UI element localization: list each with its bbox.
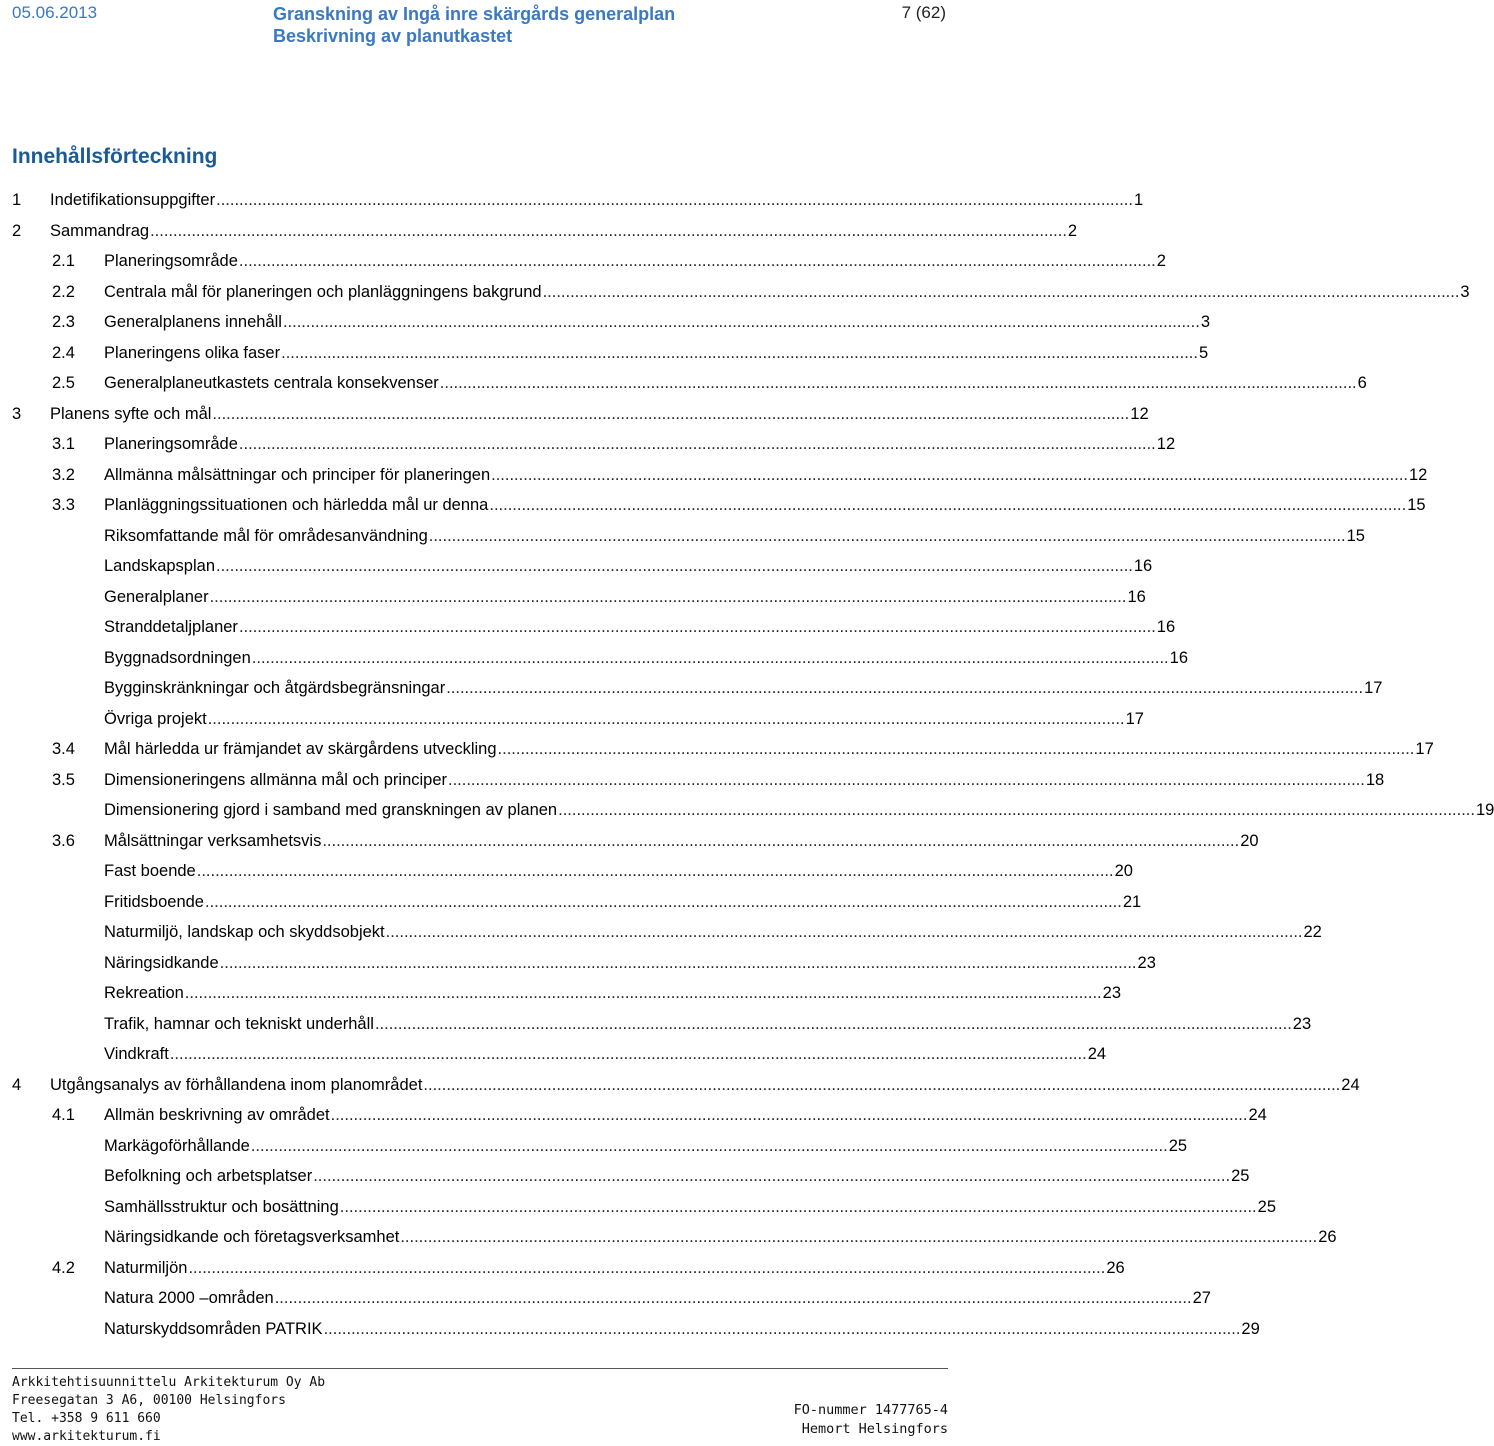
header-title-line2: Beskrivning av planutkastet [273, 26, 513, 46]
toc-entry-number: 3.5 [52, 770, 75, 789]
toc-entry-link[interactable] [50, 185, 1144, 216]
toc-entry-title: Allmänna målsättningar och principer för planeringen [104, 465, 491, 484]
toc-entry-page: 16 [1127, 587, 1146, 606]
toc-leader-dots: ........................................................................................................................................................................................................ [216, 191, 1133, 209]
toc-leader-dots: ........................................................................................................................................................................................................ [542, 282, 1460, 301]
table-of-contents [0, 185, 1494, 1344]
toc-entry-number: 2.4 [52, 343, 75, 362]
toc-entry-link[interactable] [104, 887, 1142, 918]
toc-leader-dots: ........................................................................................................................................................................................................ [169, 1045, 1087, 1063]
toc-entry[interactable] [0, 1100, 1267, 1131]
toc-entry[interactable] [0, 1283, 1211, 1314]
toc-leader-dots: ........................................................................................................................................................................................................ [196, 862, 1114, 880]
toc-leader-dots: ........................................................................................................................................................................................................ [491, 465, 1408, 484]
toc-entry-link[interactable] [104, 1131, 1188, 1162]
toc-entry-page: 5 [1198, 343, 1209, 362]
toc-entry-title: Markägoförhållande [104, 1136, 250, 1155]
toc-entry-title: Övriga projekt [104, 709, 207, 728]
toc-entry-page: 29 [1241, 1319, 1260, 1338]
toc-entry-number: 2 [12, 221, 22, 240]
toc-entry-title: Näringsidkande [104, 953, 219, 972]
toc-entry[interactable] [0, 399, 1149, 430]
toc-entry-link[interactable] [104, 826, 1259, 857]
toc-entry-title: Utgångsanalys av förhållandena inom planområdet [50, 1075, 423, 1094]
toc-entry[interactable] [0, 368, 1367, 399]
footer-domicile: Hemort Helsingfors [801, 1421, 948, 1437]
toc-entry-link[interactable] [104, 1161, 1250, 1192]
toc-entry[interactable] [0, 277, 1470, 308]
toc-entry-link[interactable] [104, 307, 1211, 338]
toc-entry-page: 24 [1087, 1045, 1107, 1063]
footer-company: Arkkitehtisuunnittelu Arkitekturum Oy Ab [12, 1375, 326, 1390]
toc-entry-title: Målsättningar verksamhetsvis [104, 831, 322, 850]
toc-entry-title: Fritidsboende [104, 892, 204, 911]
toc-entry-link[interactable] [104, 948, 1156, 979]
toc-entry[interactable] [0, 338, 1209, 369]
toc-entry[interactable] [0, 1222, 1337, 1253]
toc-entry-page: 18 [1365, 770, 1385, 789]
toc-entry-link[interactable] [104, 277, 1470, 308]
toc-entry-page: 16 [1133, 557, 1153, 575]
toc-leader-dots: ........................................................................................................................................................................................................ [558, 801, 1475, 819]
toc-entry-page: 2 [1156, 252, 1166, 270]
toc-entry-number: 1 [12, 191, 22, 209]
toc-entry[interactable] [0, 1253, 1125, 1284]
toc-leader-dots: ........................................................................................................................................................................................................ [423, 1075, 1341, 1094]
toc-entry[interactable] [0, 765, 1385, 796]
toc-entry[interactable] [0, 612, 1176, 643]
toc-leader-dots: ........................................................................................................................................................................................................ [216, 557, 1133, 575]
toc-entry-page: 25 [1231, 1167, 1250, 1185]
toc-leader-dots: ........................................................................................................................................................................................................ [282, 313, 1200, 331]
toc-entry-link[interactable] [50, 216, 1078, 247]
toc-entry-page: 20 [1114, 862, 1133, 880]
header-title-line1: Granskning av Ingå inre skärgårds generalplan [273, 4, 676, 24]
toc-entry-title: Bygginskränkningar och åtgärdsbegränsningar [104, 679, 446, 697]
toc-entry-link[interactable] [104, 582, 1146, 613]
toc-leader-dots: ........................................................................................................................................................................................................ [323, 1319, 1241, 1338]
toc-entry-number: 3.1 [52, 435, 75, 453]
toc-entry-number: 4.2 [52, 1258, 75, 1277]
toc-entry-page: 25 [1257, 1197, 1277, 1216]
toc-entry-number: 2.1 [52, 252, 75, 270]
toc-entry-page: 21 [1122, 892, 1142, 911]
toc-entry-title: Byggnadsordningen [104, 648, 251, 667]
toc-entry-link[interactable] [104, 338, 1209, 369]
toc-leader-dots: ........................................................................................................................................................................................................ [184, 984, 1102, 1002]
toc-entry-link[interactable] [104, 246, 1166, 277]
toc-leader-dots: ........................................................................................................................................................................................................ [428, 526, 1346, 545]
toc-entry[interactable] [0, 826, 1259, 857]
toc-entry-link[interactable] [104, 1222, 1337, 1253]
toc-entry-page: 12 [1156, 435, 1176, 453]
toc-entry-link[interactable] [104, 1283, 1211, 1314]
toc-entry[interactable] [0, 704, 1144, 735]
toc-entry-title: Planeringsområde [104, 252, 238, 270]
toc-leader-dots: ........................................................................................................................................................................................................ [446, 679, 1364, 697]
toc-entry[interactable] [0, 978, 1122, 1009]
toc-entry-link[interactable] [50, 399, 1149, 430]
toc-entry-link[interactable] [104, 1039, 1107, 1070]
toc-entry-link[interactable] [104, 490, 1426, 521]
toc-entry-title: Näringsidkande och företagsverksamhet [104, 1228, 400, 1246]
toc-entry-title: Generalplanens innehåll [104, 313, 282, 331]
toc-entry[interactable] [0, 490, 1426, 521]
toc-leader-dots: ........................................................................................................................................................................................................ [212, 404, 1130, 423]
toc-entry[interactable] [0, 1070, 1360, 1101]
toc-leader-dots: ........................................................................................................................................................................................................ [313, 1167, 1231, 1185]
toc-entry-page: 3 [1460, 282, 1470, 301]
toc-entry-title: Rekreation [104, 984, 184, 1002]
toc-leader-dots: ........................................................................................................................................................................................................ [207, 709, 1125, 728]
toc-entry-number: 4 [12, 1075, 22, 1094]
toc-entry-title: Befolkning och arbetsplatser [104, 1167, 313, 1185]
header-page-number: 7 (62) [901, 3, 946, 22]
toc-entry-title: Natura 2000 –områden [104, 1289, 274, 1307]
toc-entry[interactable] [0, 948, 1156, 979]
toc-entry[interactable] [0, 887, 1142, 918]
toc-entry[interactable] [0, 582, 1146, 613]
toc-leader-dots: ........................................................................................................................................................................................................ [330, 1106, 1248, 1124]
toc-entry[interactable] [0, 856, 1133, 887]
footer-contact [12, 1374, 325, 1446]
toc-entry-page: 23 [1292, 1014, 1312, 1033]
toc-entry-page: 22 [1303, 923, 1322, 941]
toc-entry-link[interactable] [104, 765, 1385, 796]
toc-leader-dots: ........................................................................................................................................................................................................ [281, 343, 1198, 362]
toc-entry[interactable] [0, 917, 1322, 948]
toc-entry[interactable] [0, 460, 1428, 491]
toc-entry-title: Planeringens olika faser [104, 343, 281, 362]
toc-entry-page: 19 [1475, 801, 1494, 819]
toc-entry-number: 2.3 [52, 313, 75, 331]
toc-entry-title: Trafik, hamnar och tekniskt underhåll [104, 1014, 374, 1033]
footer-address: Freesegatan 3 A6, 00100 Helsingfors [12, 1393, 286, 1408]
toc-entry-number: 3 [12, 404, 22, 423]
toc-entry-page: 15 [1407, 496, 1426, 514]
toc-leader-dots: ........................................................................................................................................................................................................ [489, 496, 1407, 514]
toc-entry-title: Fast boende [104, 862, 196, 880]
toc-entry-page: 26 [1106, 1258, 1125, 1277]
toc-entry-link[interactable] [104, 1192, 1277, 1223]
toc-entry-title: Vindkraft [104, 1045, 169, 1063]
toc-entry-number: 3.6 [52, 831, 75, 850]
toc-entry-title: Stranddetaljplaner [104, 618, 238, 636]
toc-entry-title: Indetifikationsuppgifter [50, 191, 216, 209]
toc-entry-title: Riksomfattande mål för områdesanvändning [104, 526, 428, 545]
toc-entry-link[interactable] [104, 368, 1367, 399]
toc-entry-title: Mål härledda ur främjandet av skärgårdens utveckling [104, 740, 497, 758]
toc-entry-title: Dimensionering gjord i samband med granskningen av planen [104, 801, 558, 819]
toc-entry-link[interactable] [104, 673, 1383, 704]
toc-entry-page: 2 [1067, 221, 1078, 240]
toc-entry-link[interactable] [104, 795, 1494, 826]
toc-entry-link[interactable] [104, 978, 1122, 1009]
toc-entry[interactable] [0, 1314, 1260, 1345]
toc-entry-page: 24 [1248, 1106, 1267, 1124]
toc-entry-title: Allmän beskrivning av området [104, 1106, 330, 1124]
toc-entry[interactable] [0, 643, 1189, 674]
footer-phone: Tel. +358 9 611 660 [12, 1411, 161, 1426]
toc-entry[interactable] [0, 307, 1211, 338]
toc-entry-link[interactable] [104, 460, 1428, 491]
toc-entry-link[interactable] [104, 551, 1153, 582]
toc-entry-page: 17 [1364, 679, 1383, 697]
toc-entry[interactable] [0, 1131, 1188, 1162]
toc-leader-dots: ........................................................................................................................................................................................................ [238, 252, 1156, 270]
toc-entry-link[interactable] [104, 917, 1322, 948]
toc-entry-title: Generalplaneutkastets centrala konsekvenser [104, 374, 439, 392]
toc-entry-page: 20 [1240, 831, 1259, 850]
toc-entry-link[interactable] [104, 856, 1133, 887]
toc-entry[interactable] [0, 246, 1166, 277]
toc-entry-page: 17 [1415, 740, 1434, 758]
toc-entry-link[interactable] [104, 612, 1176, 643]
toc-entry-link[interactable] [104, 704, 1144, 735]
toc-entry-link[interactable] [104, 1253, 1125, 1284]
toc-entry-link[interactable] [104, 1100, 1267, 1131]
toc-entry[interactable] [0, 1161, 1250, 1192]
toc-leader-dots: ........................................................................................................................................................................................................ [439, 374, 1357, 392]
toc-entry-number: 3.2 [52, 465, 75, 484]
toc-entry-title: Planläggningssituationen och härledda mål ur denna [104, 496, 489, 514]
toc-entry-link[interactable] [104, 429, 1176, 460]
toc-leader-dots: ........................................................................................................................................................................................................ [400, 1228, 1318, 1246]
toc-leader-dots: ........................................................................................................................................................................................................ [251, 648, 1169, 667]
toc-entry-number: 2.5 [52, 374, 75, 392]
toc-entry-link[interactable] [104, 521, 1365, 552]
toc-entry-page: 15 [1346, 526, 1365, 545]
toc-entry-link[interactable] [104, 1314, 1260, 1345]
toc-entry-number: 3.4 [52, 740, 75, 758]
toc-leader-dots: ........................................................................................................................................................................................................ [322, 831, 1240, 850]
toc-entry-page: 1 [1133, 191, 1144, 209]
toc-entry[interactable] [0, 429, 1176, 460]
toc-entry-page: 24 [1341, 1075, 1360, 1094]
toc-entry-page: 23 [1102, 984, 1122, 1002]
toc-entry-page: 12 [1130, 404, 1149, 423]
toc-leader-dots: ........................................................................................................................................................................................................ [209, 587, 1127, 606]
toc-entry-page: 17 [1125, 709, 1144, 728]
toc-entry-title: Samhällsstruktur och bosättning [104, 1197, 339, 1216]
footer-business-id: FO-nummer 1477765-4 [793, 1402, 948, 1418]
footer-registration [794, 1401, 948, 1439]
toc-entry-link[interactable] [50, 1070, 1360, 1101]
toc-entry[interactable] [0, 673, 1383, 704]
toc-heading: Innehållsförteckning [12, 145, 218, 168]
toc-leader-dots: ........................................................................................................................................................................................................ [385, 923, 1303, 941]
toc-leader-dots: ........................................................................................................................................................................................................ [238, 435, 1156, 453]
toc-entry-page: 3 [1200, 313, 1211, 331]
toc-entry-number: 3.3 [52, 496, 75, 514]
toc-entry-title: Naturmiljö, landskap och skyddsobjekt [104, 923, 385, 941]
toc-entry-page: 16 [1169, 648, 1189, 667]
header-date: 05.06.2013 [12, 3, 98, 22]
toc-entry-page: 12 [1409, 465, 1428, 484]
toc-entry-title: Naturmiljön [104, 1258, 188, 1277]
toc-entry-title: Generalplaner [104, 587, 209, 606]
toc-entry-link[interactable] [104, 734, 1434, 765]
toc-leader-dots: ........................................................................................................................................................................................................ [238, 618, 1156, 636]
toc-entry-title: Centrala mål för planeringen och planläggningens bakgrund [104, 282, 542, 301]
footer-web: www.arkitekturum.fi [12, 1429, 161, 1444]
toc-entry-title: Naturskyddsområden PATRIK [104, 1319, 323, 1338]
toc-entry-link[interactable] [104, 643, 1189, 674]
toc-leader-dots: ........................................................................................................................................................................................................ [374, 1014, 1292, 1033]
toc-leader-dots: ........................................................................................................................................................................................................ [497, 740, 1415, 758]
page-header [0, 0, 960, 50]
toc-entry-title: Planeringsområde [104, 435, 238, 453]
toc-entry-number: 4.1 [52, 1106, 75, 1124]
toc-entry[interactable] [0, 1009, 1312, 1040]
toc-entry[interactable] [0, 795, 1494, 826]
toc-entry[interactable] [0, 521, 1365, 552]
footer-divider [12, 1368, 948, 1369]
toc-entry-number: 2.2 [52, 282, 75, 301]
toc-entry-page: 26 [1318, 1228, 1337, 1246]
toc-entry[interactable] [0, 1192, 1277, 1223]
toc-entry[interactable] [0, 1039, 1107, 1070]
header-title [273, 3, 675, 47]
toc-entry[interactable] [0, 551, 1153, 582]
toc-entry-title: Dimensioneringens allmänna mål och principer [104, 770, 448, 789]
toc-entry[interactable] [0, 734, 1434, 765]
toc-entry-title: Landskapsplan [104, 557, 216, 575]
toc-leader-dots: ........................................................................................................................................................................................................ [150, 221, 1067, 240]
toc-entry-title: Sammandrag [50, 221, 150, 240]
toc-entry-link[interactable] [104, 1009, 1312, 1040]
toc-entry-page: 27 [1192, 1289, 1211, 1307]
toc-entry[interactable] [0, 185, 1144, 216]
toc-leader-dots: ........................................................................................................................................................................................................ [339, 1197, 1257, 1216]
toc-entry-page: 25 [1168, 1136, 1188, 1155]
toc-entry[interactable] [0, 216, 1078, 247]
toc-leader-dots: ........................................................................................................................................................................................................ [250, 1136, 1168, 1155]
toc-leader-dots: ........................................................................................................................................................................................................ [274, 1289, 1192, 1307]
toc-entry-title: Planens syfte och mål [50, 404, 212, 423]
toc-leader-dots: ........................................................................................................................................................................................................ [188, 1258, 1106, 1277]
toc-leader-dots: ........................................................................................................................................................................................................ [219, 953, 1137, 972]
toc-entry-page: 23 [1137, 953, 1156, 972]
toc-leader-dots: ........................................................................................................................................................................................................ [204, 892, 1122, 911]
toc-entry-page: 16 [1156, 618, 1176, 636]
toc-leader-dots: ........................................................................................................................................................................................................ [448, 770, 1365, 789]
toc-entry-page: 6 [1357, 374, 1367, 392]
